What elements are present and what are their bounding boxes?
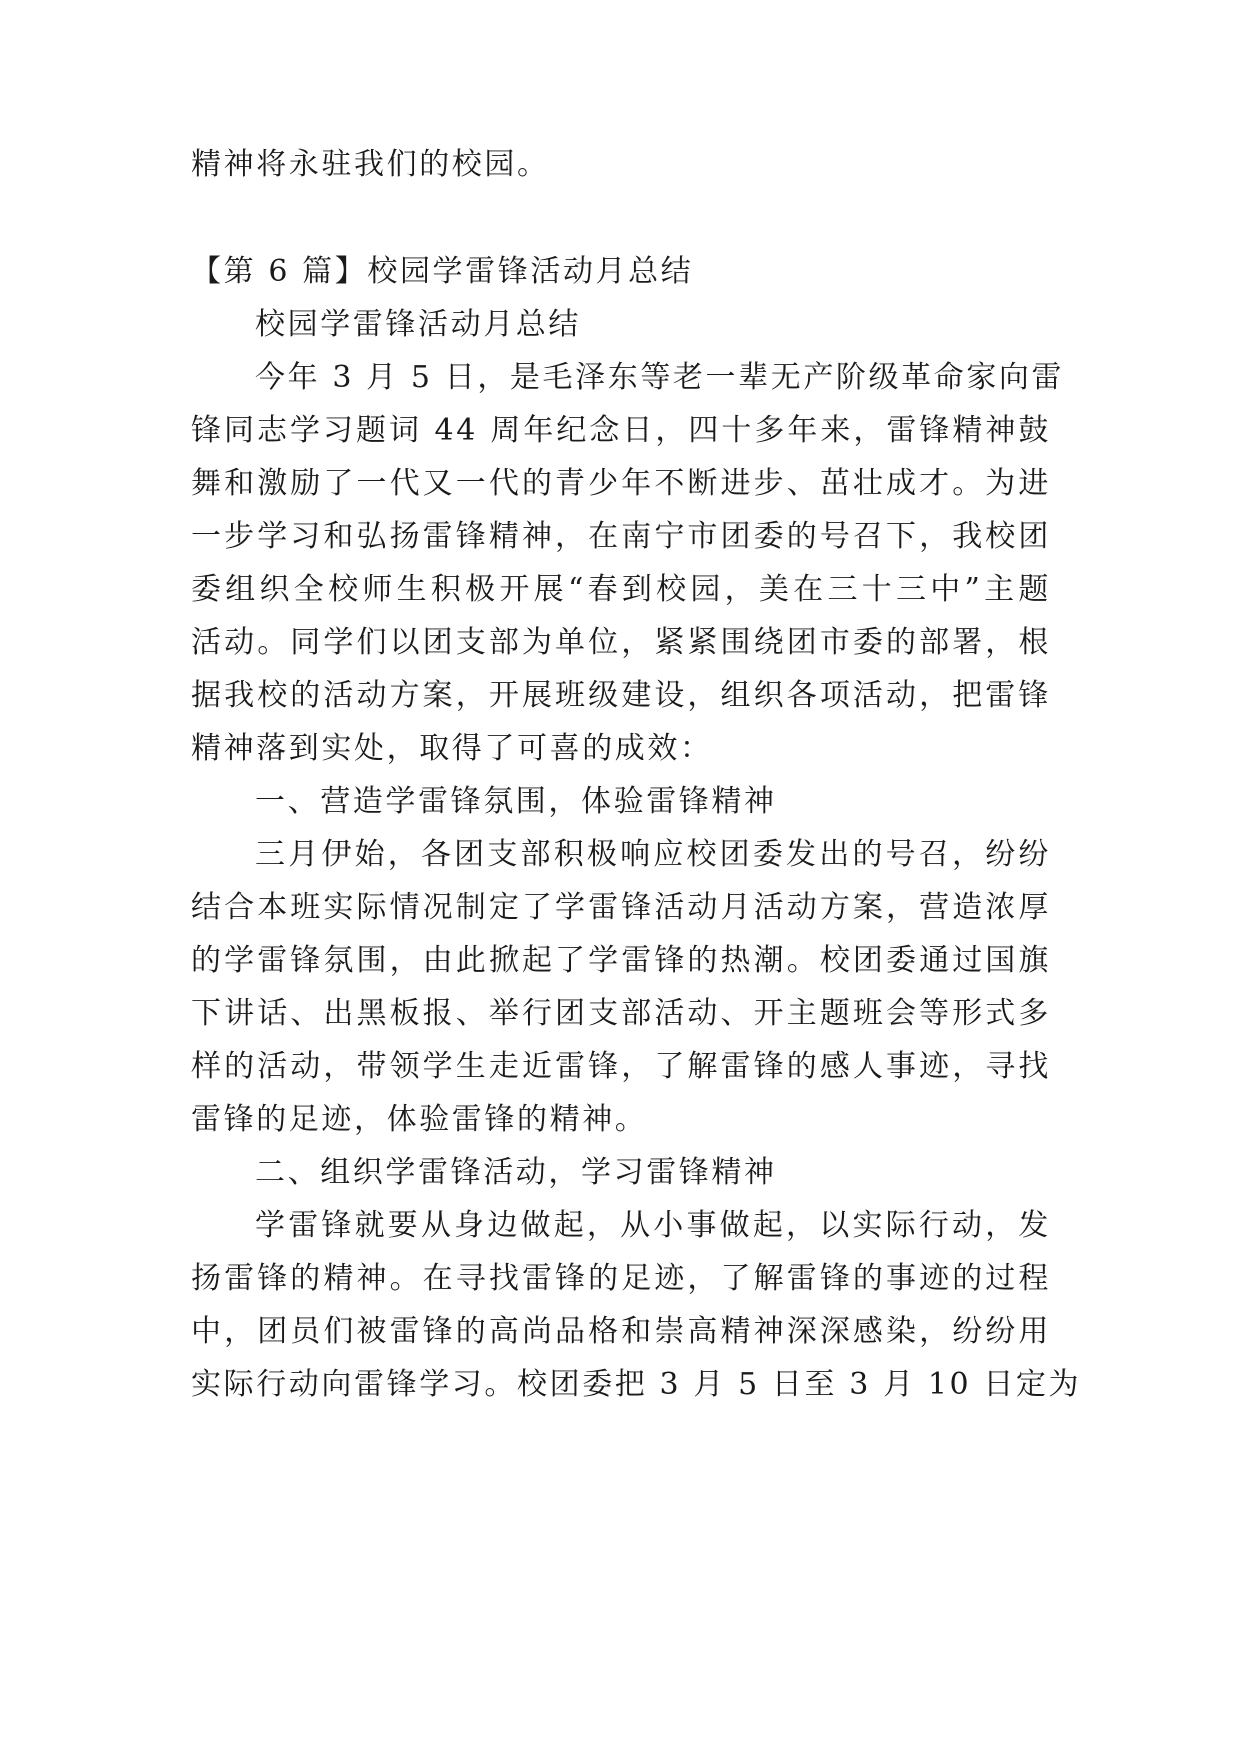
paragraph-line: 三月伊始，各团支部积极响应校团委发出的号召，纷纷 [255,837,1051,872]
paragraph-line: 今年 3 月 5 日，是毛泽东等老一辈无产阶级革命家向雷 [255,360,1065,395]
paragraph-line: 委组织全校师生积极开展“春到校园，美在三十三中”主题 [191,572,1051,607]
paragraph-line: 的学雷锋氛围，由此掀起了学雷锋的热潮。校团委通过国旗 [191,943,1051,978]
paragraph-line: 学雷锋就要从身边做起，从小事做起，以实际行动，发 [255,1208,1051,1243]
subsection-heading: 一、营造学雷锋氛围，体验雷锋精神 [255,784,777,819]
article-title: 校园学雷锋活动月总结 [255,307,581,342]
subsection-heading: 二、组织学雷锋活动，学习雷锋精神 [255,1155,777,1190]
paragraph-line: 舞和激励了一代又一代的青少年不断进步、茁壮成才。为进 [191,466,1051,501]
paragraph-line: 样的活动，带领学生走近雷锋，了解雷锋的感人事迹，寻找 [191,1049,1051,1084]
paragraph-line: 结合本班实际情况制定了学雷锋活动月活动方案，营造浓厚 [191,890,1051,925]
paragraph-line: 据我校的活动方案，开展班级建设，组织各项活动，把雷锋 [191,678,1051,713]
paragraph-line: 实际行动向雷锋学习。校团委把 3 月 5 日至 3 月 10 日定为 [191,1367,1082,1402]
paragraph-line: 雷锋的足迹，体验雷锋的精神。 [191,1102,648,1137]
paragraph-line: 精神落到实处，取得了可喜的成效： [191,731,713,766]
paragraph-line: 活动。同学们以团支部为单位，紧紧围绕团市委的部署，根 [191,625,1051,660]
paragraph-line: 一步学习和弘扬雷锋精神，在南宁市团委的号召下，我校团 [191,519,1051,554]
paragraph-line: 中，团员们被雷锋的高尚品格和崇高精神深深感染，纷纷用 [191,1314,1051,1349]
paragraph-line: 精神将永驻我们的校园。 [191,147,550,182]
paragraph-line: 下讲话、出黑板报、举行团支部活动、开主题班会等形式多 [191,996,1051,1031]
paragraph-line: 扬雷锋的精神。在寻找雷锋的足迹，了解雷锋的事迹的过程 [191,1261,1051,1296]
section-heading: 【第 6 篇】校园学雷锋活动月总结 [191,254,694,289]
paragraph-line: 锋同志学习题词 44 周年纪念日，四十多年来，雷锋精神鼓 [191,413,1051,448]
